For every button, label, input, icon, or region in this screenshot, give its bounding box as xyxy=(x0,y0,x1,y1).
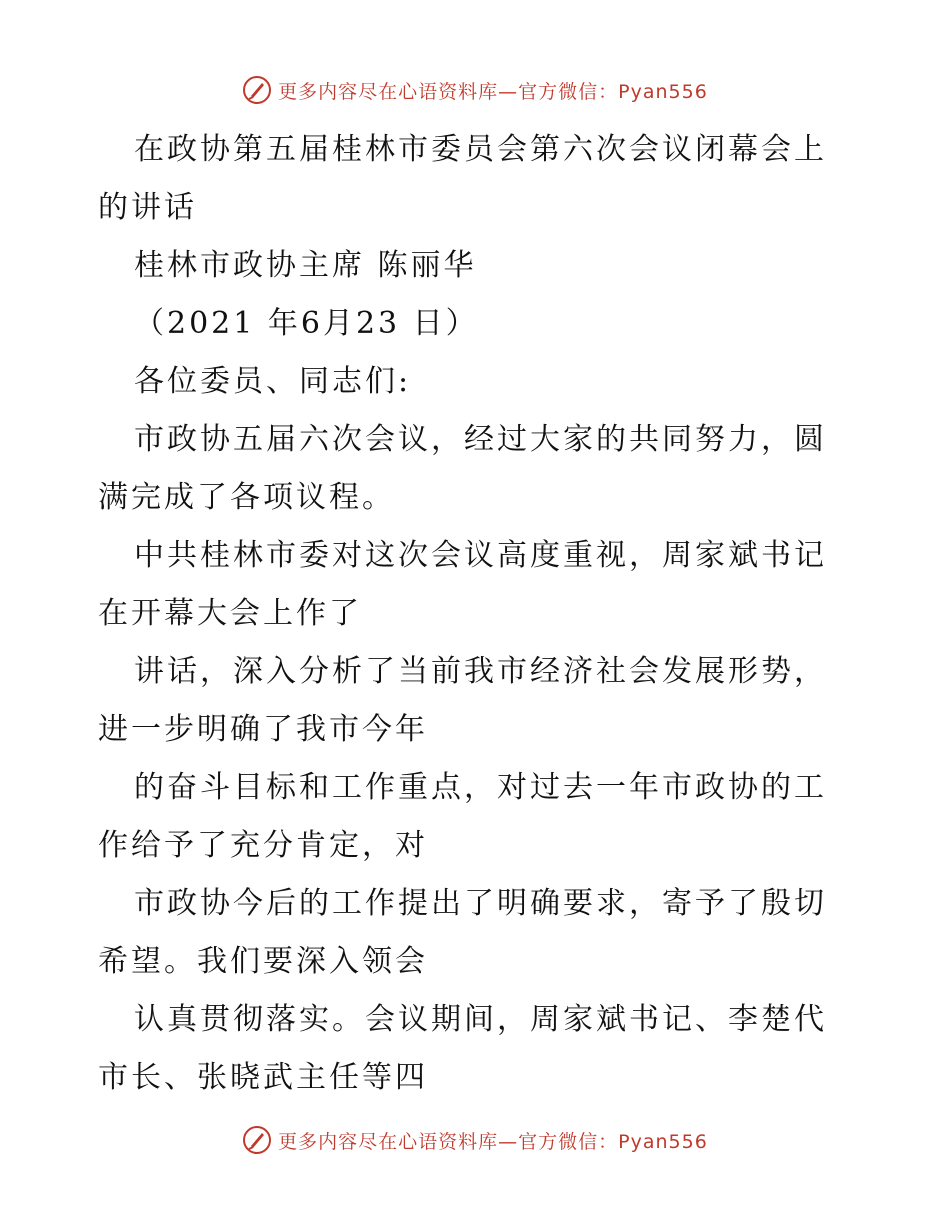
salutation-line: 各位委员、同志们: xyxy=(134,364,412,399)
quill-logo-icon xyxy=(242,75,272,105)
paragraph-line: 市政协今后的工作提出了明确要求，寄予了殷切 xyxy=(134,886,827,921)
header-watermark-banner xyxy=(0,70,950,110)
header-banner-text: 更多内容尽在心语资料库—官方微信：Pyan556 xyxy=(278,80,708,103)
footer-watermark-banner xyxy=(0,1120,950,1160)
paragraph-line: 作给予了充分肯定，对 xyxy=(98,828,428,863)
quill-logo-icon xyxy=(242,1125,272,1155)
paragraph-line: 认真贯彻落实。会议期间，周家斌书记、李楚代 xyxy=(134,1002,827,1037)
paragraph-line: 讲话，深入分析了当前我市经济社会发展形势， xyxy=(134,654,827,689)
paragraph-line: 满完成了各项议程。 xyxy=(98,480,395,515)
paragraph-line: 市政协五届六次会议，经过大家的共同努力，圆 xyxy=(134,422,827,457)
date-line: （2021 年6月23 日） xyxy=(134,306,479,341)
document-body xyxy=(98,121,858,1107)
title-line-2: 的讲话 xyxy=(98,190,197,225)
paragraph-line: 市长、张晓武主任等四 xyxy=(98,1060,428,1095)
paragraph-line: 进一步明确了我市今年 xyxy=(98,712,428,747)
paragraph-line: 希望。我们要深入领会 xyxy=(98,944,428,979)
paragraph-line: 在开幕大会上作了 xyxy=(98,596,362,631)
footer-banner-text: 更多内容尽在心语资料库—官方微信：Pyan556 xyxy=(278,1130,708,1153)
paragraph-line: 中共桂林市委对这次会议高度重视，周家斌书记 xyxy=(134,538,827,573)
speaker-line: 桂林市政协主席 陈丽华 xyxy=(134,248,477,283)
paragraph-line: 的奋斗目标和工作重点，对过去一年市政协的工 xyxy=(134,770,827,805)
title-line-1: 在政协第五届桂林市委员会第六次会议闭幕会上 xyxy=(134,132,827,167)
